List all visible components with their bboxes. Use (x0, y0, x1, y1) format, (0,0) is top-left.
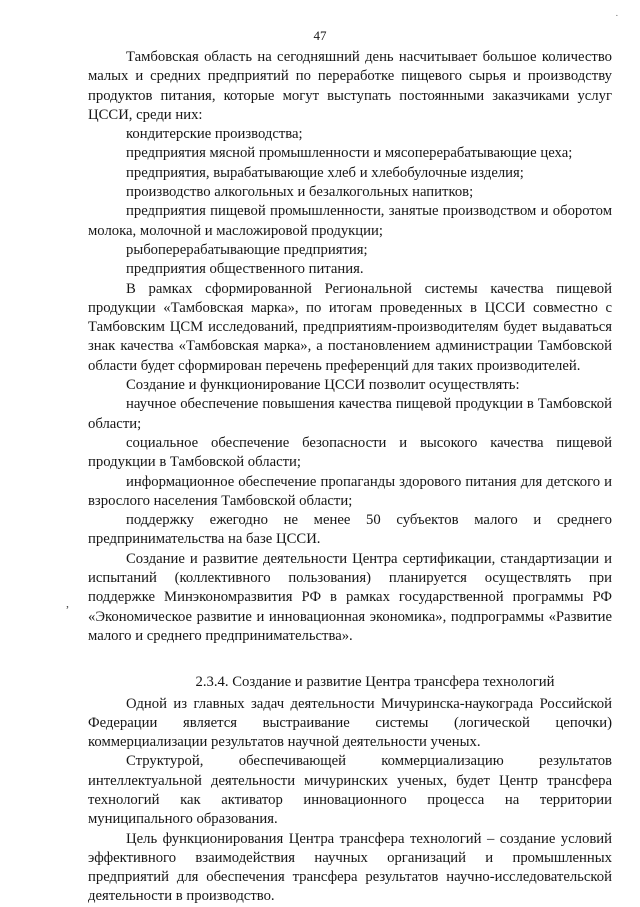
list-item: предприятия, вырабатывающие хлеб и хлебобулочные изделия; (126, 164, 524, 181)
paragraph-development: Создание и развитие деятельности Центра сертификации, стандартизации и испытаний (коллективного пользования) планируется осуществлять при поддержке Минэкономразвития РФ в рамках государственной программы РФ «Экономическое развитие и инновационная экономика», подпрограммы «Развитие малого и среднего предпринимательства». (88, 550, 612, 644)
list-item: поддержку ежегодно не менее 50 субъектов малого и среднего предпринимательства на базе ЦССИ. (88, 512, 612, 548)
paragraph-intro: Тамбовская область на сегодняшний день насчитывает большое количество малых и средних предприятий по переработке пищевого сырья и производству продуктов питания, которые могут выступать постоянными заказчиками услуг ЦССИ, среди них: (88, 49, 612, 123)
margin-mark: , (66, 596, 69, 610)
paragraph-goal: Цель функционирования Центра трансфера технологий – создание условий эффективного взаимодействия научных организаций и промышленных предприятий для обеспечения трансфера результатов научно-исследовательской деятельности в производство. (88, 830, 612, 905)
paragraph-structure: Структурой, обеспечивающей коммерциализацию результатов интеллектуальной деятельности мичуринских ученых, будет Центр трансфера технологий как активатор инновационного процесса на территории муниципального образования. (88, 753, 612, 828)
section-heading: 2.3.4. Создание и развитие Центра трансфера технологий (195, 674, 555, 691)
paragraph-functions-intro: Создание и функционирование ЦССИ позволит осуществлять: (126, 377, 520, 394)
list-item: научное обеспечение повышения качества пищевой продукции в Тамбовской области; (88, 396, 612, 432)
list-item: предприятия общественного питания. (126, 261, 364, 278)
corner-mark: . (615, 8, 618, 18)
page-number: 47 (313, 28, 327, 43)
list-item: кондитерские производства; (126, 126, 303, 143)
list-item: производство алкогольных и безалкогольных напитков; (126, 184, 474, 201)
list-item: предприятия пищевой промышленности, занятые производством и оборотом молока, молочной и масложировой продукции; (88, 203, 612, 239)
paragraph-tasks: Одной из главных задач деятельности Мичуринска-наукограда Российской Федерации является выстраивание системы (логической цепочки) коммерциализации результатов научной деятельности ученых. (88, 695, 612, 751)
list-item: информационное обеспечение пропаганды здорового питания для детского и взрослого населения Тамбовской области; (88, 473, 612, 509)
list-item: рыбоперерабатывающие предприятия; (126, 241, 368, 258)
list-item: социальное обеспечение безопасности и высокого качества пищевой продукции в Тамбовской области; (88, 434, 612, 471)
list-item: предприятия мясной промышленности и мясоперерабатывающие цеха; (126, 145, 573, 162)
paragraph-tambov-brand: В рамках сформированной Региональной системы качества пищевой продукции «Тамбовская марка», по итогам проведенных в ЦССИ совместно с Тамбовским ЦСМ исследований, предприятиям-производителям будет выдаваться знак качества «Тамбовская марка», а постановлением администрации Тамбовской области будет сформирован перечень преференций для таких производителей. (88, 280, 612, 374)
page-body (88, 48, 612, 907)
